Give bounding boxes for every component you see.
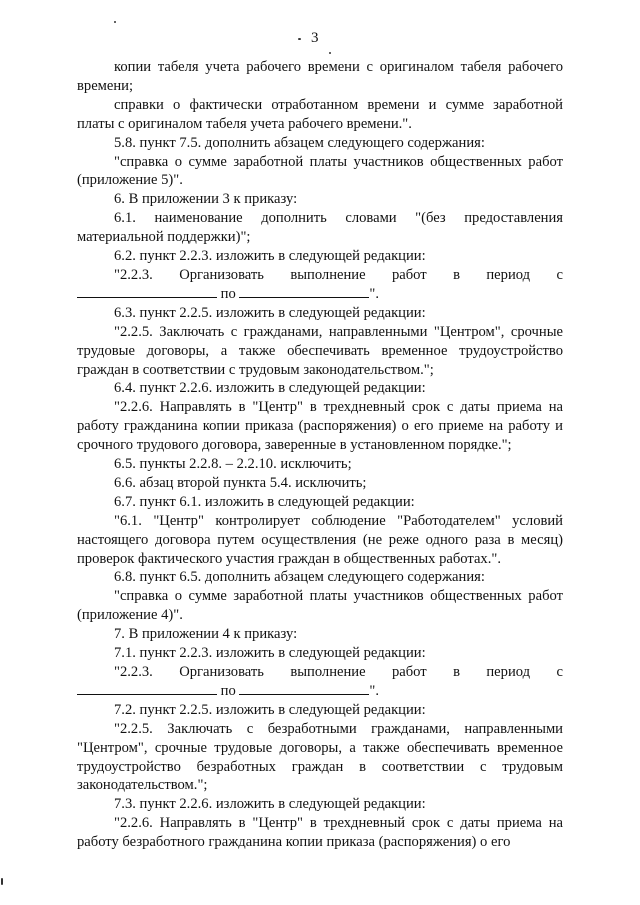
body-paragraph: 7. В приложении 4 к приказу: [114, 626, 298, 643]
body-paragraph: копии табеля учета рабочего времени с оригиналом табеля рабочего времени; [77, 59, 563, 94]
clause-word: Организовать [179, 266, 264, 283]
body-paragraph: "справка о сумме заработной платы участников общественных работ (приложение 4)". [77, 588, 563, 624]
period-clause-line [77, 266, 563, 285]
clause-po: по [220, 682, 236, 699]
date-blank-start [77, 285, 217, 298]
clause-word: выполнение [290, 266, 366, 283]
period-clause-line [77, 663, 563, 682]
body-paragraph: "2.2.5. Заключать с безработными гражданами, направленными "Центром", срочные трудовые договоры, а также обеспечивать временное трудоустройство безработных граждан в соответствии с трудовым законодательством."; [77, 720, 563, 794]
clause-word: Организовать [179, 664, 264, 680]
period-blank-line [77, 682, 563, 701]
clause-word: с [556, 266, 563, 283]
clause-word: в [453, 266, 460, 283]
body-paragraph: 7.1. пункт 2.2.3. изложить в следующей редакции: [114, 645, 426, 662]
page-number: 3 [311, 30, 319, 46]
scan-speck [298, 38, 301, 40]
clause-word: выполнение [290, 664, 366, 680]
body-paragraph: 5.8. пункт 7.5. дополнить абзацем следующего содержания: [114, 134, 485, 151]
clause-po: по [220, 285, 236, 302]
clause-word: с [556, 664, 563, 680]
clause-word: работ [391, 266, 427, 283]
period-blank-line [77, 285, 563, 304]
body-paragraph: "6.1. "Центр" контролирует соблюдение "Работодателем" условий настоящего договора путем осуществления (не реже одного раза в месяц) проверок фактического участия граждан в общественных работах.". [77, 512, 563, 567]
clause-word: "2.2.3. [114, 266, 153, 283]
clause-closing: ". [369, 682, 380, 699]
body-paragraph: 6.7. пункт 6.1. изложить в следующей редакции: [114, 493, 415, 510]
body-paragraph: 7.2. пункт 2.2.5. изложить в следующей редакции: [114, 701, 426, 718]
clause-closing: ". [369, 285, 380, 302]
scan-speck [329, 52, 331, 54]
document-body [77, 58, 563, 852]
body-paragraph: 6.1. наименование дополнить словами "(без предоставления материальной поддержки)"; [77, 210, 563, 246]
body-paragraph: 6.2. пункт 2.2.3. изложить в следующей редакции: [114, 248, 426, 265]
body-paragraph: "2.2.6. Направлять в "Центр" в трехдневный срок с даты приема на работу гражданина копии приказа (распоряжения) о его приеме на работу и срочного трудового договора, заверенные в установленном порядке."; [77, 399, 563, 454]
body-paragraph: 7.3. пункт 2.2.6. изложить в следующей редакции: [114, 796, 426, 813]
body-paragraph: "2.2.6. Направлять в "Центр" в трехдневный срок с даты приема на работу безработного гражданина копии приказа (распоряжения) о его [77, 815, 563, 851]
body-paragraph: 6.8. пункт 6.5. дополнить абзацем следующего содержания: [114, 569, 485, 586]
body-paragraph: 6.5. пункты 2.2.8. – 2.2.10. исключить; [114, 456, 352, 473]
scan-speck [114, 21, 116, 23]
date-blank-start [77, 682, 217, 695]
body-paragraph: 6.4. пункт 2.2.6. изложить в следующей редакции: [114, 380, 426, 397]
clause-word: период [486, 266, 531, 283]
scan-speck [1, 878, 3, 885]
body-paragraph: 6.6. абзац второй пункта 5.4. исключить; [114, 474, 367, 491]
clause-word: в [453, 664, 460, 680]
body-paragraph: справки о фактически отработанном времени и сумме заработной платы с оригиналом табеля учета рабочего времени.". [77, 96, 563, 132]
clause-word: "2.2.3. [114, 664, 153, 680]
body-paragraph: "2.2.5. Заключать с гражданами, направленными "Центром", срочные трудовые договоры, а также обеспечивать временное трудоустройство граждан в соответствии с трудовым законодательством."; [77, 323, 563, 378]
clause-word: работ [391, 664, 427, 680]
body-paragraph: 6.3. пункт 2.2.5. изложить в следующей редакции: [114, 304, 426, 321]
clause-word: период [486, 664, 531, 680]
body-paragraph: 6. В приложении 3 к приказу: [114, 191, 298, 208]
date-blank-end [239, 285, 369, 298]
body-paragraph: "справка о сумме заработной платы участников общественных работ (приложение 5)". [77, 153, 563, 189]
date-blank-end [239, 682, 369, 695]
